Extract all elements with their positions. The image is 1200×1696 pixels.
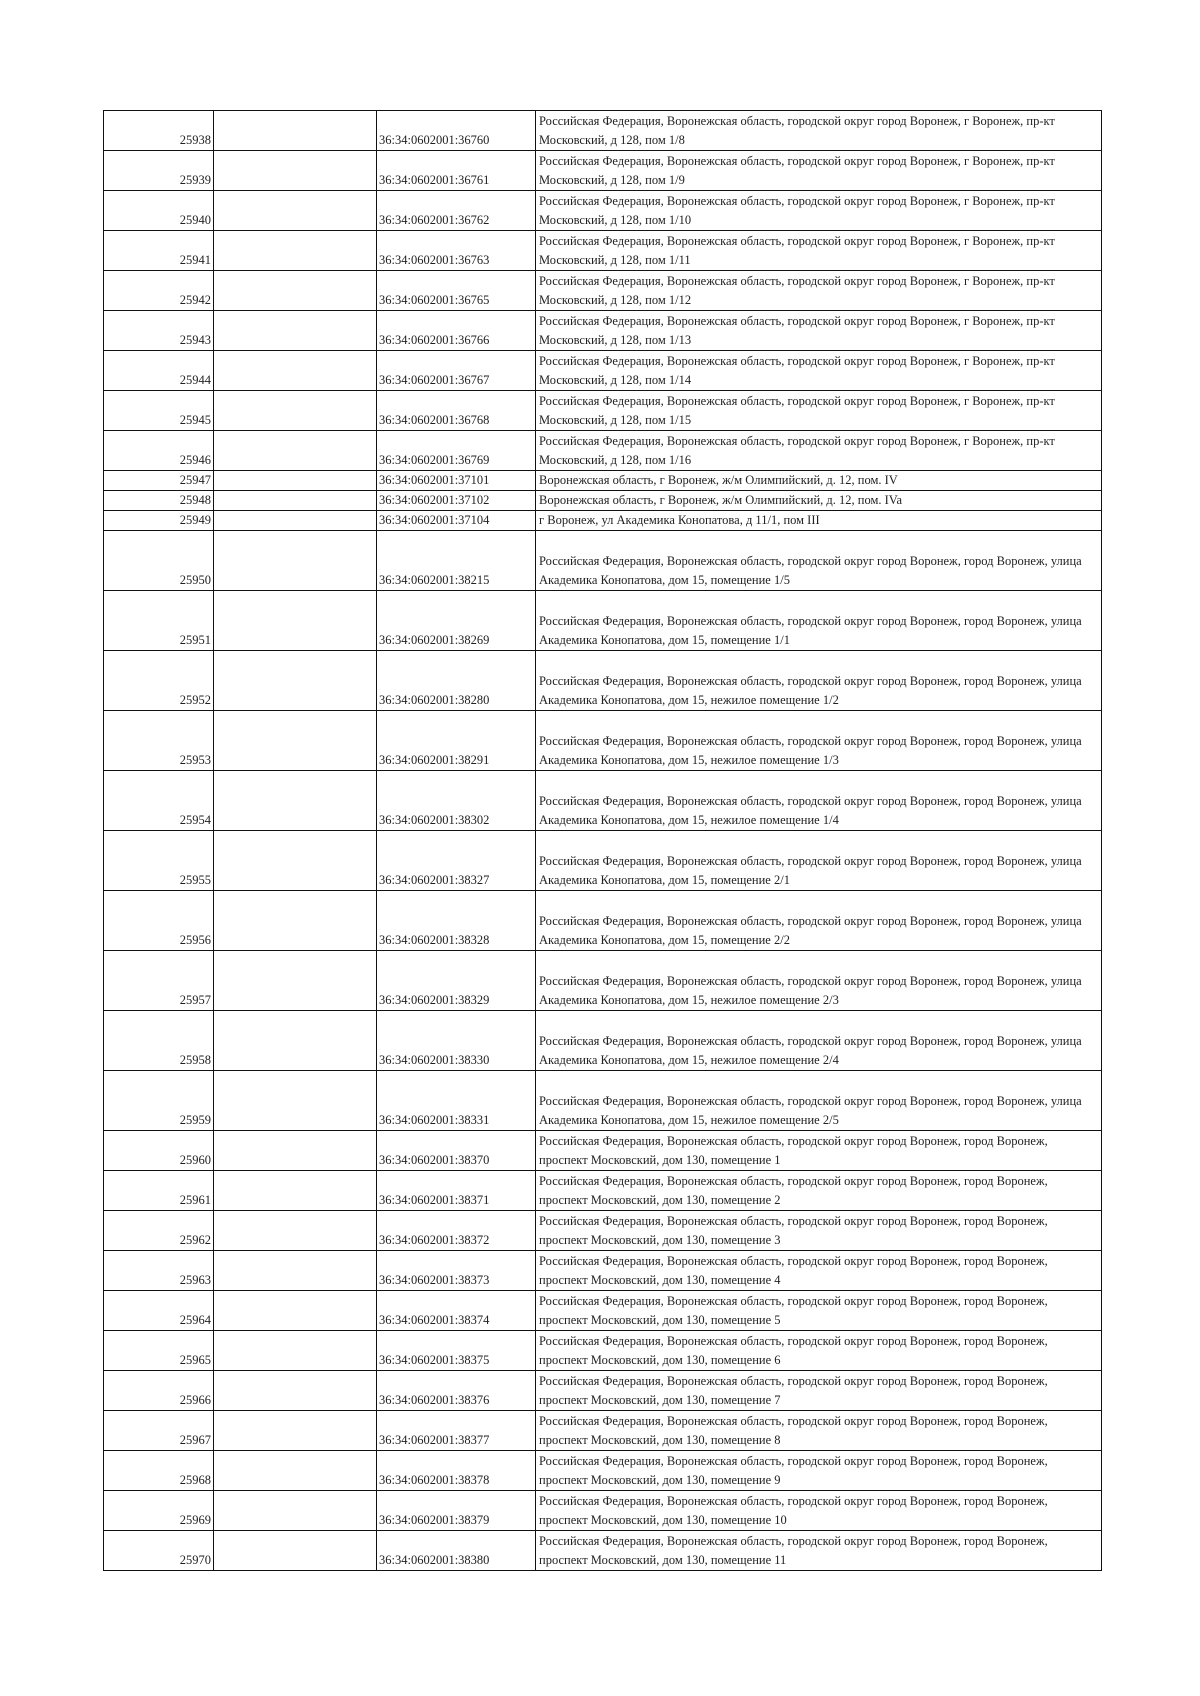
address-cell: Российская Федерация, Воронежская область, городской округ город Воронеж, город Воронеж, проспект Московский, дом 130, помещение 7 <box>536 1371 1102 1411</box>
row-number-cell: 25939 <box>104 151 214 191</box>
row-number-cell: 25964 <box>104 1291 214 1331</box>
row-number-cell: 25969 <box>104 1491 214 1531</box>
row-number-cell: 25957 <box>104 951 214 1011</box>
empty-cell <box>214 1251 377 1291</box>
empty-cell <box>214 311 377 351</box>
empty-cell <box>214 651 377 711</box>
cadastral-number-cell: 36:34:0602001:38370 <box>377 1131 536 1171</box>
cadastral-number-cell: 36:34:0602001:38380 <box>377 1531 536 1571</box>
cadastral-number-cell: 36:34:0602001:38328 <box>377 891 536 951</box>
address-cell: Российская Федерация, Воронежская область, городской округ город Воронеж, город Воронеж, проспект Московский, дом 130, помещение 6 <box>536 1331 1102 1371</box>
row-number-cell: 25940 <box>104 191 214 231</box>
address-cell: г Воронеж, ул Академика Конопатова, д 11/1, пом III <box>536 511 1102 531</box>
table-row <box>104 1371 1102 1411</box>
row-number-cell: 25944 <box>104 351 214 391</box>
address-cell: Российская Федерация, Воронежская область, городской округ город Воронеж, г Воронеж, пр-кт Московский, д 128, пом 1/11 <box>536 231 1102 271</box>
cadastral-number-cell: 36:34:0602001:38291 <box>377 711 536 771</box>
table-row <box>104 651 1102 711</box>
table-row <box>104 1211 1102 1251</box>
cadastral-number-cell: 36:34:0602001:36769 <box>377 431 536 471</box>
address-cell: Российская Федерация, Воронежская область, городской округ город Воронеж, г Воронеж, пр-кт Московский, д 128, пом 1/16 <box>536 431 1102 471</box>
table-row <box>104 1071 1102 1131</box>
table-row <box>104 771 1102 831</box>
address-cell: Российская Федерация, Воронежская область, городской округ город Воронеж, город Воронеж, проспект Московский, дом 130, помещение 9 <box>536 1451 1102 1491</box>
row-number-cell: 25938 <box>104 111 214 151</box>
empty-cell <box>214 891 377 951</box>
address-cell: Российская Федерация, Воронежская область, городской округ город Воронеж, город Воронеж, улица Академика Конопатова, дом 15, нежилое помещение 2/5 <box>536 1071 1102 1131</box>
registry-table <box>103 110 1102 1571</box>
row-number-cell: 25951 <box>104 591 214 651</box>
cadastral-number-cell: 36:34:0602001:38372 <box>377 1211 536 1251</box>
table-row <box>104 311 1102 351</box>
row-number-cell: 25942 <box>104 271 214 311</box>
address-cell: Российская Федерация, Воронежская область, городской округ город Воронеж, город Воронеж, проспект Московский, дом 130, помещение 3 <box>536 1211 1102 1251</box>
address-cell: Российская Федерация, Воронежская область, городской округ город Воронеж, город Воронеж, проспект Московский, дом 130, помещение 5 <box>536 1291 1102 1331</box>
empty-cell <box>214 431 377 471</box>
table-row <box>104 191 1102 231</box>
empty-cell <box>214 1011 377 1071</box>
empty-cell <box>214 1371 377 1411</box>
row-number-cell: 25958 <box>104 1011 214 1071</box>
address-cell: Российская Федерация, Воронежская область, городской округ город Воронеж, город Воронеж, проспект Московский, дом 130, помещение 4 <box>536 1251 1102 1291</box>
empty-cell <box>214 831 377 891</box>
address-cell: Воронежская область, г Воронеж, ж/м Олимпийский, д. 12, пом. IV <box>536 471 1102 491</box>
cadastral-number-cell: 36:34:0602001:38378 <box>377 1451 536 1491</box>
cadastral-number-cell: 36:34:0602001:36765 <box>377 271 536 311</box>
cadastral-number-cell: 36:34:0602001:36760 <box>377 111 536 151</box>
cadastral-number-cell: 36:34:0602001:36767 <box>377 351 536 391</box>
address-cell: Российская Федерация, Воронежская область, городской округ город Воронеж, город Воронеж, улица Академика Конопатова, дом 15, нежилое помещение 2/3 <box>536 951 1102 1011</box>
address-cell: Российская Федерация, Воронежская область, городской округ город Воронеж, город Воронеж, улица Академика Конопатова, дом 15, нежилое помещение 1/2 <box>536 651 1102 711</box>
cadastral-number-cell: 36:34:0602001:38302 <box>377 771 536 831</box>
cadastral-number-cell: 36:34:0602001:38376 <box>377 1371 536 1411</box>
row-number-cell: 25948 <box>104 491 214 511</box>
address-cell: Российская Федерация, Воронежская область, городской округ город Воронеж, город Воронеж, проспект Московский, дом 130, помещение 2 <box>536 1171 1102 1211</box>
row-number-cell: 25949 <box>104 511 214 531</box>
address-cell: Российская Федерация, Воронежская область, городской округ город Воронеж, город Воронеж, улица Академика Конопатова, дом 15, помещение 1/5 <box>536 531 1102 591</box>
empty-cell <box>214 231 377 271</box>
address-cell: Российская Федерация, Воронежская область, городской округ город Воронеж, г Воронеж, пр-кт Московский, д 128, пом 1/13 <box>536 311 1102 351</box>
table-row <box>104 1331 1102 1371</box>
address-cell: Российская Федерация, Воронежская область, городской округ город Воронеж, г Воронеж, пр-кт Московский, д 128, пом 1/8 <box>536 111 1102 151</box>
empty-cell <box>214 151 377 191</box>
cadastral-number-cell: 36:34:0602001:38331 <box>377 1071 536 1131</box>
cadastral-number-cell: 36:34:0602001:36761 <box>377 151 536 191</box>
address-cell: Российская Федерация, Воронежская область, городской округ город Воронеж, город Воронеж, улица Академика Конопатова, дом 15, помещение 2/1 <box>536 831 1102 891</box>
empty-cell <box>214 1211 377 1251</box>
table-row <box>104 111 1102 151</box>
row-number-cell: 25962 <box>104 1211 214 1251</box>
row-number-cell: 25954 <box>104 771 214 831</box>
table-row <box>104 1291 1102 1331</box>
empty-cell <box>214 351 377 391</box>
table-row <box>104 711 1102 771</box>
table-row <box>104 1011 1102 1071</box>
empty-cell <box>214 1531 377 1571</box>
table-row <box>104 1411 1102 1451</box>
address-cell: Российская Федерация, Воронежская область, городской округ город Воронеж, город Воронеж, улица Академика Конопатова, дом 15, нежилое помещение 1/3 <box>536 711 1102 771</box>
empty-cell <box>214 1131 377 1171</box>
table-row <box>104 591 1102 651</box>
cadastral-number-cell: 36:34:0602001:38280 <box>377 651 536 711</box>
empty-cell <box>214 1451 377 1491</box>
table-row <box>104 471 1102 491</box>
empty-cell <box>214 471 377 491</box>
table-row <box>104 231 1102 271</box>
cadastral-number-cell: 36:34:0602001:38330 <box>377 1011 536 1071</box>
address-cell: Российская Федерация, Воронежская область, городской округ город Воронеж, г Воронеж, пр-кт Московский, д 128, пом 1/12 <box>536 271 1102 311</box>
empty-cell <box>214 1071 377 1131</box>
cadastral-number-cell: 36:34:0602001:38327 <box>377 831 536 891</box>
table-row <box>104 1171 1102 1211</box>
table-row <box>104 1251 1102 1291</box>
table-row <box>104 511 1102 531</box>
empty-cell <box>214 1331 377 1371</box>
table-row <box>104 351 1102 391</box>
table-row <box>104 391 1102 431</box>
empty-cell <box>214 1491 377 1531</box>
row-number-cell: 25955 <box>104 831 214 891</box>
row-number-cell: 25941 <box>104 231 214 271</box>
table-row <box>104 151 1102 191</box>
address-cell: Российская Федерация, Воронежская область, городской округ город Воронеж, г Воронеж, пр-кт Московский, д 128, пом 1/9 <box>536 151 1102 191</box>
cadastral-number-cell: 36:34:0602001:38374 <box>377 1291 536 1331</box>
address-cell: Российская Федерация, Воронежская область, городской округ город Воронеж, город Воронеж, улица Академика Конопатова, дом 15, помещение 1/1 <box>536 591 1102 651</box>
row-number-cell: 25950 <box>104 531 214 591</box>
empty-cell <box>214 491 377 511</box>
address-cell: Российская Федерация, Воронежская область, городской округ город Воронеж, город Воронеж, проспект Московский, дом 130, помещение 1 <box>536 1131 1102 1171</box>
address-cell: Российская Федерация, Воронежская область, городской округ город Воронеж, г Воронеж, пр-кт Московский, д 128, пом 1/14 <box>536 351 1102 391</box>
empty-cell <box>214 111 377 151</box>
cadastral-number-cell: 36:34:0602001:38379 <box>377 1491 536 1531</box>
cadastral-number-cell: 36:34:0602001:37102 <box>377 491 536 511</box>
cadastral-number-cell: 36:34:0602001:38375 <box>377 1331 536 1371</box>
address-cell: Российская Федерация, Воронежская область, городской округ город Воронеж, город Воронеж, улица Академика Конопатова, дом 15, нежилое помещение 2/4 <box>536 1011 1102 1071</box>
row-number-cell: 25946 <box>104 431 214 471</box>
table-row <box>104 1451 1102 1491</box>
address-cell: Российская Федерация, Воронежская область, городской округ город Воронеж, город Воронеж, улица Академика Конопатова, дом 15, помещение 2/2 <box>536 891 1102 951</box>
table-row <box>104 491 1102 511</box>
table-row <box>104 951 1102 1011</box>
table-row <box>104 1491 1102 1531</box>
cadastral-number-cell: 36:34:0602001:38371 <box>377 1171 536 1211</box>
table-row <box>104 431 1102 471</box>
row-number-cell: 25970 <box>104 1531 214 1571</box>
row-number-cell: 25952 <box>104 651 214 711</box>
empty-cell <box>214 591 377 651</box>
empty-cell <box>214 951 377 1011</box>
empty-cell <box>214 271 377 311</box>
empty-cell <box>214 771 377 831</box>
address-cell: Российская Федерация, Воронежская область, городской округ город Воронеж, г Воронеж, пр-кт Московский, д 128, пом 1/10 <box>536 191 1102 231</box>
table-row <box>104 891 1102 951</box>
cadastral-number-cell: 36:34:0602001:38215 <box>377 531 536 591</box>
row-number-cell: 25960 <box>104 1131 214 1171</box>
cadastral-number-cell: 36:34:0602001:36766 <box>377 311 536 351</box>
cadastral-number-cell: 36:34:0602001:36763 <box>377 231 536 271</box>
cadastral-number-cell: 36:34:0602001:37104 <box>377 511 536 531</box>
address-cell: Российская Федерация, Воронежская область, городской округ город Воронеж, город Воронеж, улица Академика Конопатова, дом 15, нежилое помещение 1/4 <box>536 771 1102 831</box>
table-row <box>104 271 1102 311</box>
empty-cell <box>214 531 377 591</box>
address-cell: Российская Федерация, Воронежская область, городской округ город Воронеж, г Воронеж, пр-кт Московский, д 128, пом 1/15 <box>536 391 1102 431</box>
empty-cell <box>214 511 377 531</box>
row-number-cell: 25959 <box>104 1071 214 1131</box>
row-number-cell: 25966 <box>104 1371 214 1411</box>
row-number-cell: 25968 <box>104 1451 214 1491</box>
row-number-cell: 25947 <box>104 471 214 491</box>
address-cell: Российская Федерация, Воронежская область, городской округ город Воронеж, город Воронеж, проспект Московский, дом 130, помещение 10 <box>536 1491 1102 1531</box>
row-number-cell: 25967 <box>104 1411 214 1451</box>
empty-cell <box>214 391 377 431</box>
empty-cell <box>214 1411 377 1451</box>
row-number-cell: 25953 <box>104 711 214 771</box>
row-number-cell: 25945 <box>104 391 214 431</box>
row-number-cell: 25943 <box>104 311 214 351</box>
registry-table-body <box>104 111 1102 1571</box>
cadastral-number-cell: 36:34:0602001:36762 <box>377 191 536 231</box>
table-row <box>104 1531 1102 1571</box>
address-cell: Воронежская область, г Воронеж, ж/м Олимпийский, д. 12, пом. IVa <box>536 491 1102 511</box>
row-number-cell: 25956 <box>104 891 214 951</box>
empty-cell <box>214 711 377 771</box>
empty-cell <box>214 1291 377 1331</box>
cadastral-number-cell: 36:34:0602001:38269 <box>377 591 536 651</box>
address-cell: Российская Федерация, Воронежская область, городской округ город Воронеж, город Воронеж, проспект Московский, дом 130, помещение 8 <box>536 1411 1102 1451</box>
empty-cell <box>214 1171 377 1211</box>
table-row <box>104 1131 1102 1171</box>
table-row <box>104 531 1102 591</box>
row-number-cell: 25965 <box>104 1331 214 1371</box>
empty-cell <box>214 191 377 231</box>
cadastral-number-cell: 36:34:0602001:37101 <box>377 471 536 491</box>
cadastral-number-cell: 36:34:0602001:38373 <box>377 1251 536 1291</box>
row-number-cell: 25963 <box>104 1251 214 1291</box>
row-number-cell: 25961 <box>104 1171 214 1211</box>
address-cell: Российская Федерация, Воронежская область, городской округ город Воронеж, город Воронеж, проспект Московский, дом 130, помещение 11 <box>536 1531 1102 1571</box>
cadastral-number-cell: 36:34:0602001:38329 <box>377 951 536 1011</box>
table-row <box>104 831 1102 891</box>
cadastral-number-cell: 36:34:0602001:36768 <box>377 391 536 431</box>
cadastral-number-cell: 36:34:0602001:38377 <box>377 1411 536 1451</box>
